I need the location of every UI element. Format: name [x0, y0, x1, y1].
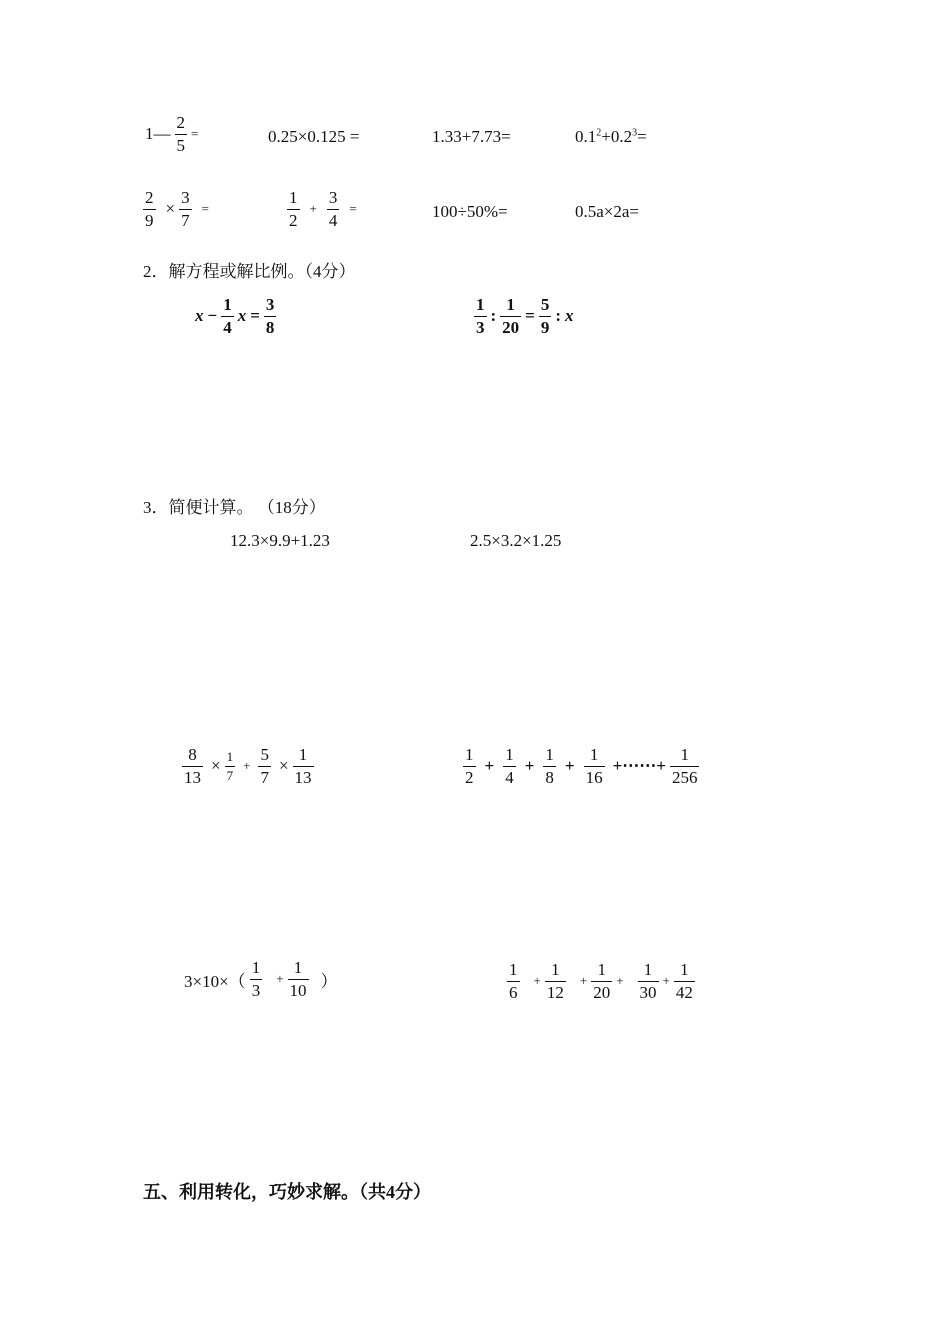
- section3-heading: 3．简便计算。 （18分）: [143, 498, 326, 517]
- fraction: $\frac{1}{4}$: [505, 745, 514, 787]
- fraction: $\frac{1}{256}$: [671, 745, 698, 787]
- fraction: $\frac{1}{7}$: [226, 749, 234, 783]
- fraction: $\frac{1}{13}$: [294, 745, 312, 787]
- proportion-1: $\frac{1}{3}$ : $\frac{1}{20}$ = $\frac{5}{9}$ : x: [476, 295, 574, 337]
- problem-3: $\frac{8}{13}$ × $\frac{1}{7}$ + $\frac{5}{7}$ × $\frac{1}{13}$: [184, 745, 312, 787]
- fraction: $\frac{1}{10}$: [289, 958, 307, 1000]
- expr-row2-4: 0.5a×2a=: [575, 202, 640, 221]
- fraction: $\frac{1}{8}$: [545, 745, 554, 787]
- fraction: $\frac{1}{2}$: [289, 188, 298, 230]
- problem-6: $\frac{1}{6}$ + $\frac{1}{12}$ + $\frac{1}{20}$ + $\frac{1}{30}$ + $\frac{1}{42}$: [509, 960, 693, 1002]
- problem-2: 2.5×3.2×1.25: [470, 531, 562, 550]
- fraction: $\frac{1}{6}$: [509, 960, 518, 1002]
- fraction: $\frac{1}{20}$: [502, 295, 520, 337]
- expr-row2-2: $\frac{1}{2}$ + $\frac{3}{4}$ =: [289, 188, 357, 230]
- fraction: $\frac{1}{30}$: [639, 960, 657, 1002]
- expr-row1-3: 1.33+7.73=: [432, 127, 511, 146]
- fraction: $\frac{2}{5}$: [176, 113, 185, 155]
- problem-4: $\frac{1}{2}$ + $\frac{1}{4}$ + $\frac{1}{8}$ + $\frac{1}{16}$ +⋯⋯+ $\frac{1}{256}$: [465, 745, 698, 787]
- fraction: $\frac{8}{13}$: [184, 745, 201, 787]
- fraction: $\frac{1}{20}$: [593, 960, 611, 1002]
- fraction: $\frac{3}{8}$: [265, 295, 275, 337]
- fraction: $\frac{1}{3}$: [476, 295, 485, 337]
- problem-5: 3×10×（ $\frac{1}{3}$ + $\frac{1}{10}$ ）: [184, 958, 338, 1000]
- fraction: $\frac{2}{9}$: [145, 188, 154, 230]
- section5-heading: 五、利用转化，巧妙求解。（共4分）: [143, 1182, 431, 1202]
- expr-row1-4: $0.1^2+0.2^3=$: [575, 127, 647, 146]
- fraction: $\frac{5}{9}$: [540, 295, 550, 337]
- fraction: $\frac{5}{7}$: [260, 745, 269, 787]
- expr-row1-2: 0.25×0.125 =: [268, 127, 360, 146]
- expr-row2-1: $\frac{2}{9}$ × $\frac{3}{7}$ =: [145, 188, 209, 230]
- problem-1: 12.3×9.9+1.23: [230, 531, 330, 550]
- fraction: $\frac{1}{42}$: [675, 960, 693, 1002]
- fraction: $\frac{1}{2}$: [465, 745, 474, 787]
- fraction: $\frac{3}{4}$: [328, 188, 338, 230]
- equation-1: x − $\frac{1}{4}$ x = $\frac{3}{8}$: [195, 295, 275, 337]
- section2-heading: 2．解方程或解比例。（4分）: [143, 262, 356, 281]
- fraction: $\frac{1}{12}$: [546, 960, 564, 1002]
- fraction: $\frac{1}{4}$: [223, 295, 232, 337]
- expr-row2-3: 100÷50%=: [432, 202, 508, 221]
- expr-row1-1: 1— $\frac{2}{5}$ =: [145, 113, 199, 155]
- fraction: $\frac{3}{7}$: [181, 188, 190, 230]
- fraction: $\frac{1}{16}$: [585, 745, 603, 787]
- fraction: $\frac{1}{3}$: [251, 958, 261, 1000]
